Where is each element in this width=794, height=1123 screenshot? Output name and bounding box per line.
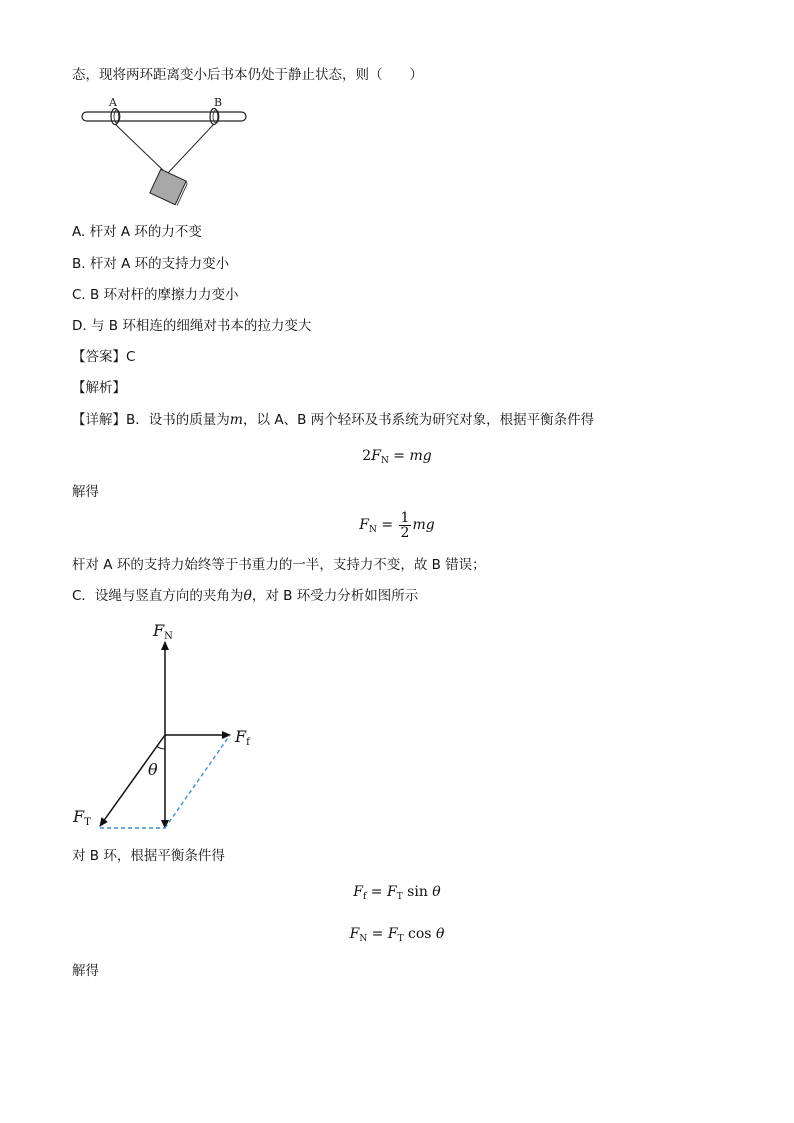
solve-label-2: 解得 bbox=[72, 963, 99, 979]
fn-label: FN bbox=[153, 621, 173, 642]
answer-line bbox=[72, 348, 135, 366]
rod-rings-figure bbox=[78, 94, 253, 209]
rod bbox=[82, 112, 246, 121]
ff-label: Ff bbox=[235, 727, 250, 748]
option-b: B. 杆对 A 环的支持力变小 bbox=[72, 256, 230, 272]
answer-tag: 【答案】 bbox=[72, 349, 126, 365]
detail-line bbox=[72, 411, 594, 429]
eq4-func: cos bbox=[408, 926, 432, 942]
book bbox=[150, 169, 188, 205]
answer-value: C bbox=[126, 349, 136, 365]
detail-text-1: B．设书的质量为 bbox=[126, 412, 230, 428]
label-b: B bbox=[213, 96, 223, 109]
eq1-rhs: mg bbox=[409, 448, 432, 464]
eq4-theta: θ bbox=[435, 926, 445, 942]
ring-b-text: 对 B 环，根据平衡条件得 bbox=[72, 848, 225, 864]
eq4-sub: N bbox=[359, 934, 368, 944]
rope-a bbox=[115, 124, 167, 174]
equation-2: $F_N$ = $\frac{1}{2}$ mg bbox=[359, 509, 435, 541]
eq3-sub: f bbox=[362, 892, 367, 902]
eq3-f2: F bbox=[386, 884, 397, 900]
eq2-den: 2 bbox=[400, 524, 410, 541]
eq4-f2: F bbox=[387, 926, 398, 942]
eq2-num: 1 bbox=[400, 509, 410, 526]
conclusion-b: 杆对 A 环的支持力始终等于书重力的一半，支持力不变，故 B 错误； bbox=[72, 557, 486, 573]
question-intro: 态，现将两环距离变小后书本仍处于静止状态，则（ ） bbox=[72, 67, 423, 83]
ft-arrow bbox=[100, 735, 165, 826]
option-d: D. 与 B 环相连的细绳对书本的拉力变大 bbox=[72, 318, 312, 334]
label-a: A bbox=[109, 96, 117, 109]
dashed-right bbox=[165, 735, 230, 828]
eq2-fraction bbox=[399, 511, 412, 540]
equation-3: $F_f = F_T$ sin θ bbox=[353, 884, 441, 902]
angle-arc bbox=[157, 747, 165, 750]
analysis-tag: 【解析】 bbox=[72, 380, 126, 396]
solve-label-1: 解得 bbox=[72, 484, 99, 500]
eq3-sub2: T bbox=[396, 892, 403, 902]
eq1-coef: 2 bbox=[362, 448, 372, 464]
eq3-func: sin bbox=[407, 884, 428, 900]
part-c-text-1: C．设绳与竖直方向的夹角为 bbox=[72, 588, 244, 604]
part-c-line bbox=[72, 587, 418, 605]
eq4-f: F bbox=[349, 926, 360, 942]
equation-1: $2F_N$ = mg bbox=[362, 448, 432, 466]
force-diagram bbox=[70, 618, 270, 838]
eq3-f: F bbox=[353, 884, 363, 900]
mass-symbol: m bbox=[229, 412, 244, 428]
theta-label: θ bbox=[148, 760, 158, 779]
theta-symbol: θ bbox=[243, 588, 252, 604]
eq4-sub2: T bbox=[397, 934, 404, 944]
option-c: C. B 环对杆的摩擦力力变小 bbox=[72, 287, 239, 303]
option-a: A. 杆对 A 环的力不变 bbox=[72, 224, 202, 240]
detail-tag: 【详解】 bbox=[72, 412, 126, 428]
eq3-theta: θ bbox=[432, 884, 441, 900]
eq1-f: F bbox=[371, 448, 381, 464]
eq1-sub: N bbox=[380, 456, 389, 466]
eq2-f: F bbox=[359, 517, 370, 533]
equation-4: $F_N = F_T$ cos θ bbox=[349, 926, 445, 944]
ft-label: FT bbox=[73, 807, 91, 828]
rope-b bbox=[167, 124, 214, 174]
part-c-text-2: ，对 B 环受力分析如图所示 bbox=[251, 588, 419, 604]
eq2-sub: N bbox=[369, 525, 377, 535]
detail-text-2: ，以 A、B 两个轻环及书系统为研究对象，根据平衡条件得 bbox=[243, 412, 595, 428]
eq2-rhs: mg bbox=[412, 517, 435, 533]
